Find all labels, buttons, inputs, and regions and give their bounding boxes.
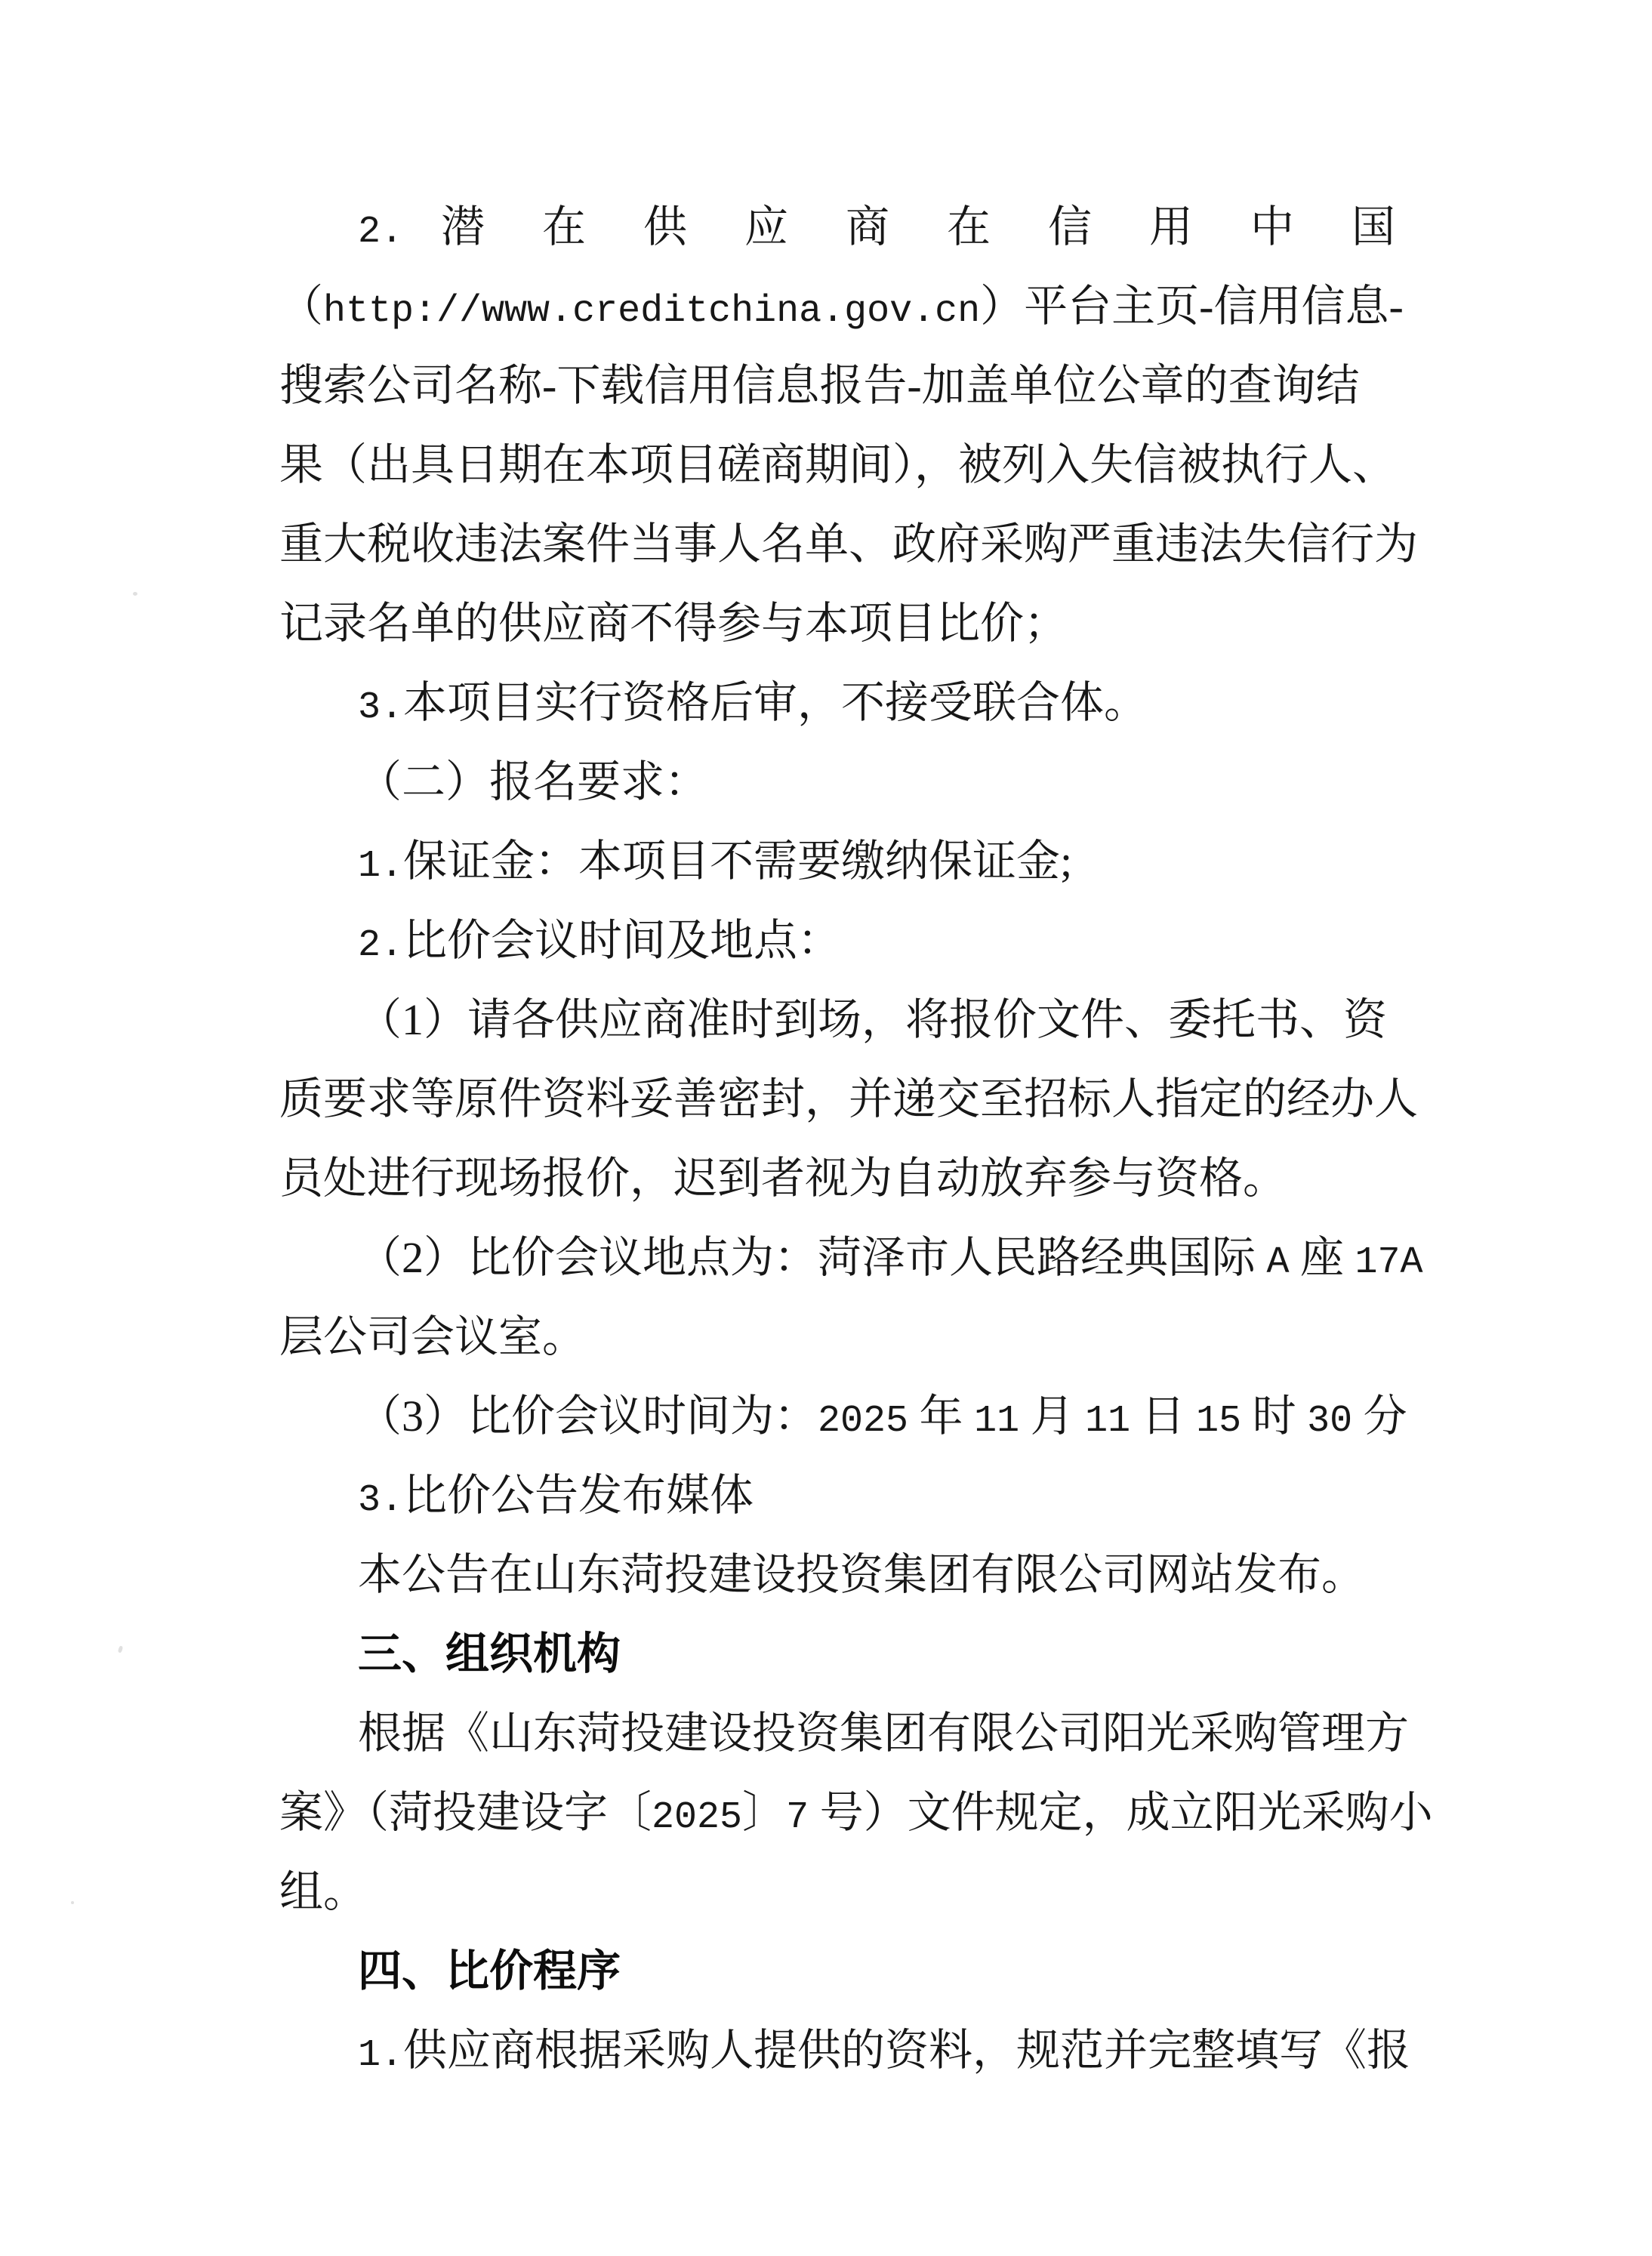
text-run: 分 <box>1352 1392 1407 1441</box>
text-run: （1）请各供应商准时到场，将报价文件、委托书、资 <box>358 995 1388 1044</box>
text-run: 员处进行现场报价，迟到者视为自动放弃参与资格。 <box>279 1154 1287 1203</box>
document-line <box>279 584 1427 663</box>
text-run: 30 <box>1307 1400 1353 1443</box>
text-run: 座 <box>1289 1233 1355 1282</box>
text-run: 2025 <box>818 1400 909 1443</box>
text-run: 层公司会议室。 <box>279 1312 587 1361</box>
text-run: （2）比价会议地点为：菏泽市人民路经典国际 <box>358 1233 1267 1282</box>
text-run: 三、组织机构 <box>358 1629 621 1678</box>
text-run: 本公告在山东菏投建设投资集团有限公司网站发布。 <box>358 1550 1366 1599</box>
document-line <box>279 267 1427 346</box>
text-run: 四、比价程序 <box>358 1946 621 1996</box>
document-line <box>279 1139 1427 1218</box>
document-line <box>279 1218 1427 1297</box>
text-run: （二）报名要求： <box>358 757 709 806</box>
text-run: 15 <box>1196 1400 1242 1443</box>
text-run: ）平台主页-信用信息- <box>980 282 1404 331</box>
text-run: 3. <box>358 686 404 729</box>
text-run: 2025 <box>652 1796 743 1839</box>
text-run: 搜索公司名称-下载信用信息报告-加盖单位公章的查询结 <box>279 361 1360 410</box>
text-run: 根据《山东菏投建设投资集团有限公司阳光采购管理方 <box>358 1709 1410 1758</box>
document-line <box>279 425 1427 504</box>
text-run: 1. <box>358 845 404 888</box>
text-run: 〕 <box>742 1788 787 1837</box>
text-run: 重大税收违法案件当事人名单、政府采购严重违法失信行为 <box>279 519 1419 569</box>
document-line <box>279 1852 1427 1931</box>
text-run: 比价会议时间及地点： <box>403 916 842 965</box>
text-run: 保证金：本项目不需要缴纳保证金; <box>403 837 1073 886</box>
section-heading <box>279 1931 1427 2011</box>
document-line <box>279 901 1427 980</box>
document-line <box>279 187 1453 267</box>
document-line <box>279 346 1427 425</box>
text-run: 年 <box>908 1392 975 1441</box>
document-line <box>279 2011 1427 2090</box>
text-run: 组。 <box>279 1867 368 1916</box>
document-line <box>279 1694 1427 1773</box>
document-line <box>279 504 1427 584</box>
text-run: 2. <box>358 211 404 254</box>
document-line <box>279 1297 1427 1376</box>
text-run: 本项目实行资格后审，不接受联合体。 <box>403 678 1148 727</box>
text-run: 7 <box>786 1796 809 1839</box>
text-run: （3）比价会议时间为： <box>358 1392 818 1441</box>
document-line <box>279 980 1427 1059</box>
text-run: 2. <box>358 924 404 967</box>
text-run: 时 <box>1241 1392 1308 1441</box>
document-body <box>279 187 1453 2090</box>
text-run: 11 <box>1085 1400 1131 1443</box>
text-run: 3. <box>358 1479 404 1522</box>
document-line <box>279 742 1427 821</box>
text-run: http://www.creditchina.gov.cn <box>323 290 981 333</box>
document-line <box>279 663 1427 742</box>
scan-speck <box>71 1901 74 1904</box>
text-run: 11 <box>974 1400 1020 1443</box>
document-line <box>279 1456 1427 1535</box>
section-heading <box>279 1614 1427 1694</box>
text-run: 比价公告发布媒体 <box>403 1471 754 1520</box>
text-run: 17A <box>1355 1241 1423 1284</box>
text-run: 供应商根据采购人提供的资料，规范并完整填写《报 <box>403 2026 1411 2075</box>
document-line <box>279 1376 1427 1456</box>
text-run: 月 <box>1019 1392 1086 1441</box>
text-run: 日 <box>1130 1392 1197 1441</box>
text-run: 号）文件规定，成立阳光采购小 <box>809 1788 1433 1837</box>
scan-speck <box>118 1645 124 1653</box>
text-run: 质要求等原件资料妥善密封，并递交至招标人指定的经办人 <box>279 1074 1419 1123</box>
scan-speck <box>133 592 137 596</box>
text-run: （ <box>279 282 324 331</box>
text-run: A <box>1266 1241 1290 1284</box>
document-line <box>279 1773 1433 1852</box>
text-run: 案》（菏投建设字〔 <box>279 1788 652 1837</box>
text-run: 记录名单的供应商不得参与本项目比价； <box>279 599 1068 648</box>
document-line <box>279 821 1427 901</box>
text-run: 1. <box>358 2034 404 2077</box>
document-line <box>279 1059 1427 1139</box>
text-run: 潜在供应商在信用中国 <box>441 202 1453 251</box>
document-line <box>279 1535 1427 1614</box>
text-run: 果（出具日期在本项目磋商期间），被列入失信被执行人、 <box>279 440 1397 489</box>
